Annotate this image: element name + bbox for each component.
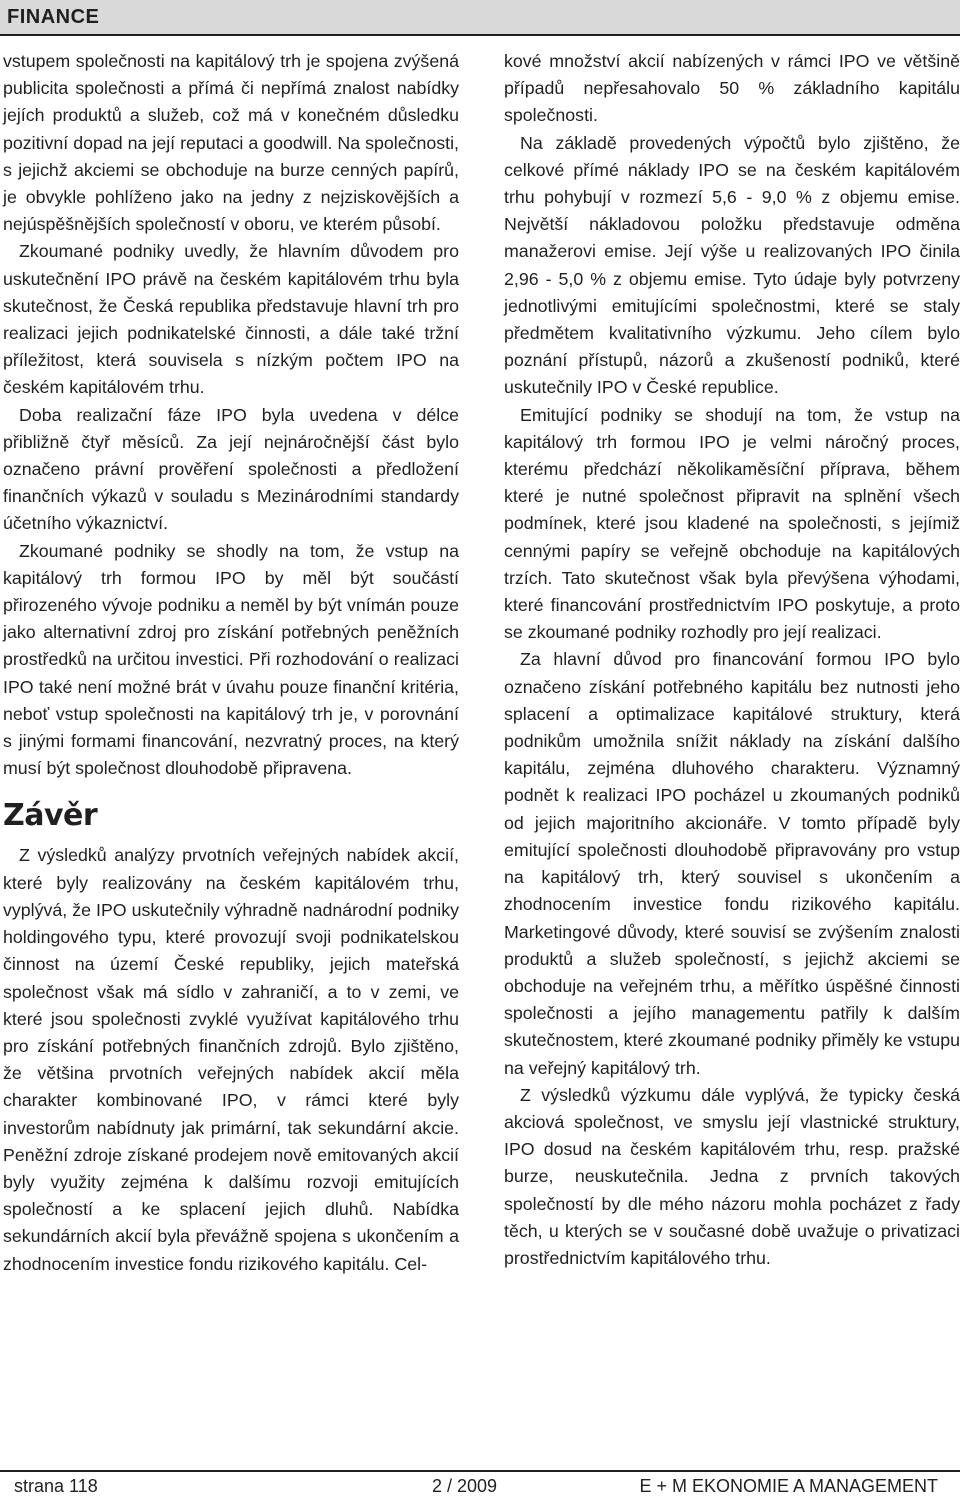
paragraph: Na základě provedených výpočtů bylo zjištěno, že celkové přímé náklady IPO se na českém kapitálovém trhu pohybují v rozmezí 5,6 - 9,0 % z objemu emise. Největší nákladovou položku představuje odměna manažerovi emise. Její výše u realizovaných IPO činila 2,96 - 5,0 % z objemu emise. Tyto údaje byly potvrzeny jednotlivými emitujícími společnostmi, které se staly předmětem kvalitativního výzkumu. Jeho cílem bylo poznání přístupů, názorů a zkušeností podniků, které uskutečnily IPO v České republice. <box>504 132 960 398</box>
issue-number: 2 / 2009 <box>432 1476 498 1496</box>
paragraph: Z výsledků výzkumu dále vyplývá, že typicky česká akciová společnost, ve smyslu její vlastnické struktury, IPO dosud na českém kapitálovém trhu, resp. pražské burze, neuskutečnila. Jedna z prvních takových společností by dle mého názoru mohla pocházet z řady těch, u kterých se v současné době uvažuje o privatizaci prostřednictvím kapitálového trhu. <box>504 1084 960 1268</box>
page-number: strana 118 <box>14 1476 98 1496</box>
paragraph: Zkoumané podniky uvedly, že hlavním důvodem pro uskutečnění IPO právě na českém kapitálovém trhu byla skutečnost, že Česká republika představuje hlavní trh pro realizaci jejich podnikatelské činnosti, a dále také tržní příležitost, která souvisela s nízkým počtem IPO na českém kapitálovém trhu. <box>3 241 459 398</box>
paragraph: Emitující podniky se shodují na tom, že vstup na kapitálový trh formou IPO je velmi náročný proces, kterému předchází několikaměsíční příprava, během které je nutné společnost připravit na splnění všech podmínek, které jsou kladené na společnosti, s jejímiž cennými papíry se veřejně obchoduje na kapitálových trzích. Tato skutečnost však byla převýšena výhodami, které financování prostřednictvím IPO poskytuje, a proto se zkoumané podniky rozhodly pro její realizaci. <box>504 404 960 643</box>
journal-title: E + M EKONOMIE A MANAGEMENT <box>639 1476 938 1496</box>
paragraph: Za hlavní důvod pro financování formou IPO bylo označeno získání potřebného kapitálu bez nutnosti jeho splacení a optimalizace kapitálové struktury, která podnikům umožnila snížit náklady na získání dalšího kapitálu, zejména dluhového charakteru. Významný podnět k realizaci IPO pocházel u zkoumaných podniků od jejich majoritního akcionáře. V tomto případě byly emitující společnosti dlouhodobě připravovány pro vstup na kapitálový trh, který souvisel s ukončením a zhodnocením investice fondu rizikového kapitálu. Marketingové důvody, které souvisí se zvýšením znalosti produktů a služeb společností, s jejichž akciemi se obchoduje na veřejném trhu, a měřítko úspěšné činnosti společnosti a jejího managementu patřily k dalším skutečnostem, které zkoumané podniky přiměly ke vstupu na veřejný kapitálový trh. <box>504 649 960 1078</box>
paragraph: Z výsledků analýzy prvotních veřejných nabídek akcií, které byly realizovány na českém kapitálovém trhu, vyplývá, že IPO uskutečnily výhradně nadnárodní podniky holdingového typu, které provozují svoji podnikatelskou činnost na území České republiky, jejich mateřská společnost však má sídlo v zahraničí, a to v zemi, ve které jsou společnosti zvyklé využívat kapitálového trhu pro získání potřebných finančních zdrojů. Bylo zjištěno, že většina prvotních veřejných nabídek akcií měla charakter kombinované IPO, v rámci které byly investorům nabídnuty jak primární, tak sekundární akcie. Peněžní zdroje získané prodejem nově emitovaných akcií byly využity zejména k dalšímu rozvoji emitujících společností a ke splacení jejich dluhů. Nabídka sekundárních akcií byla převážně spojena s ukončením a zhodnocením investice fondu rizikového kapitálu. Cel- <box>3 845 459 1274</box>
header-band <box>0 0 960 34</box>
left-column <box>3 48 459 1278</box>
section-label: FINANCE <box>7 6 100 28</box>
section-heading: Závěr <box>3 798 98 834</box>
footer-rule <box>0 1470 960 1472</box>
header-rule <box>0 34 960 36</box>
right-column <box>504 48 960 1272</box>
paragraph: Doba realizační fáze IPO byla uvedena v délce přibližně čtyř měsíců. Za její nejnáročnější část bylo označeno právní prověření společnosti a předložení finančních výkazů v souladu s Mezinárodními standardy účetního výkaznictví. <box>3 404 459 534</box>
paragraph: Zkoumané podniky se shodly na tom, že vstup na kapitálový trh formou IPO by měl být součástí přirozeného vývoje podniku a neměl by být vnímán pouze jako alternativní zdroj pro získání potřebných peněžních prostředků na určitou investici. Při rozhodování o realizaci IPO také není možné brát v úvahu pouze finanční kritéria, neboť vstup společnosti na kapitálový trh je, v porovnání s jinými formami financování, nezvratný proces, na který musí být společnost dlouhodobě připravena. <box>3 540 459 779</box>
paragraph: kové množství akcií nabízených v rámci IPO ve většině případů nepřesahovalo 50 % základního kapitálu společnosti. <box>504 51 960 126</box>
paragraph: vstupem společnosti na kapitálový trh je spojena zvýšená publicita společnosti a přímá či nepřímá znalost nabídky jejích produktů a služeb, což má v konečném důsledku pozitivní dopad na její reputaci a goodwill. Na společnosti, s jejichž akciemi se obchoduje na burze cenných papírů, je obvykle pohlíženo jako na jedny z nejziskovějších a nejúspěšnějších společností v oboru, ve kterém působí. <box>3 51 459 235</box>
